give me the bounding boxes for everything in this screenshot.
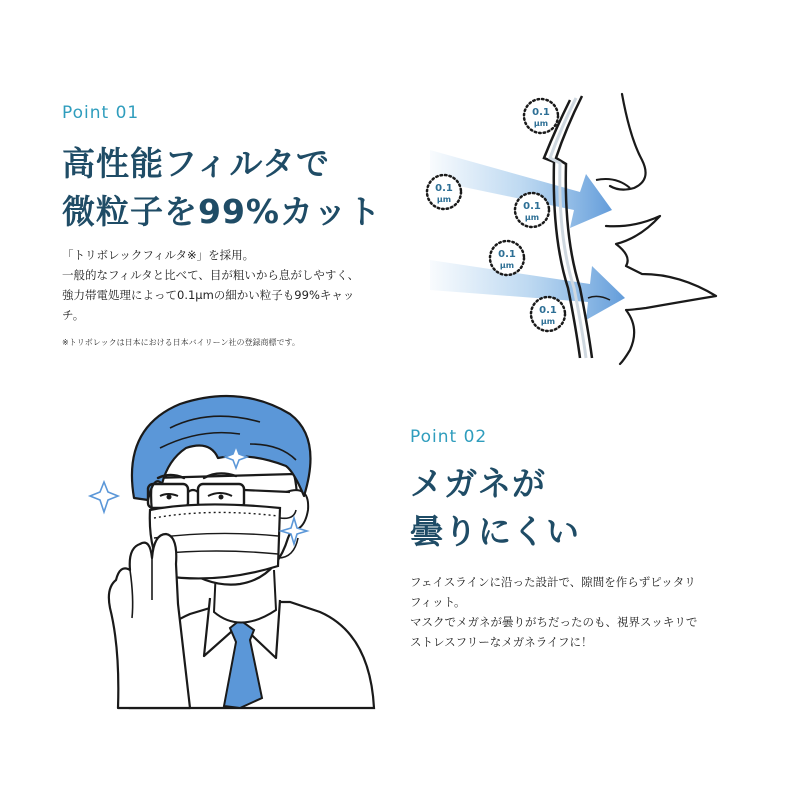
- description-line: マスクでメガネが曇りがちだったのも、視界スッキリで: [410, 615, 698, 629]
- svg-text:0.1: 0.1: [523, 201, 541, 212]
- description-line: ストレスフリーなメガネライフに！: [410, 635, 593, 649]
- filter-illustration: [420, 88, 740, 368]
- description-line: 強力帯電処理によって0.1μmの細かい粒子も99%キャッ: [62, 288, 355, 302]
- particle-icon: [427, 175, 461, 209]
- svg-text:μm: μm: [524, 213, 540, 222]
- particle-icon: [515, 193, 549, 227]
- point-01-headline: [62, 140, 382, 236]
- headline-line: 曇りにくい: [410, 512, 580, 551]
- description-line: 一般的なフィルタと比べて、目が粗いから息がしやすく、: [62, 268, 360, 282]
- headline-line: メガネが: [410, 464, 546, 503]
- sparkle-icon: [90, 482, 118, 512]
- svg-text:0.1: 0.1: [498, 249, 516, 260]
- svg-text:μm: μm: [436, 195, 452, 204]
- point-01-label: Point 01: [62, 103, 140, 123]
- face-profile: [606, 94, 716, 364]
- svg-text:0.1: 0.1: [532, 107, 550, 118]
- point-02-headline: [410, 460, 580, 556]
- svg-text:μm: μm: [540, 317, 556, 326]
- particle-icon: [531, 297, 565, 331]
- point-02-label: Point 02: [410, 427, 488, 447]
- description-line: チ。: [62, 308, 85, 322]
- headline-line: 微粒子を99%カット: [62, 192, 382, 231]
- man-with-mask-illustration: [90, 388, 390, 708]
- description-line: フェイスラインに沿った設計で、隙間を作らずピッタリ: [410, 575, 696, 589]
- particle-icon: [524, 99, 558, 133]
- particle-icon: [490, 241, 524, 275]
- svg-text:0.1: 0.1: [539, 305, 557, 316]
- description-line: フィット。: [410, 595, 466, 609]
- point-01-description: [62, 245, 359, 325]
- trademark-note: ※トリボレックは日本における日本バイリーン社の登録商標です。: [62, 338, 300, 347]
- svg-text:0.1: 0.1: [435, 183, 453, 194]
- airflow-arrow: [430, 260, 625, 320]
- svg-text:μm: μm: [533, 119, 549, 128]
- description-line: 「トリボレックフィルタ※」を採用。: [62, 248, 255, 262]
- point-02-description: [410, 572, 697, 652]
- headline-line: 高性能フィルタで: [62, 144, 331, 183]
- svg-text:μm: μm: [499, 261, 515, 270]
